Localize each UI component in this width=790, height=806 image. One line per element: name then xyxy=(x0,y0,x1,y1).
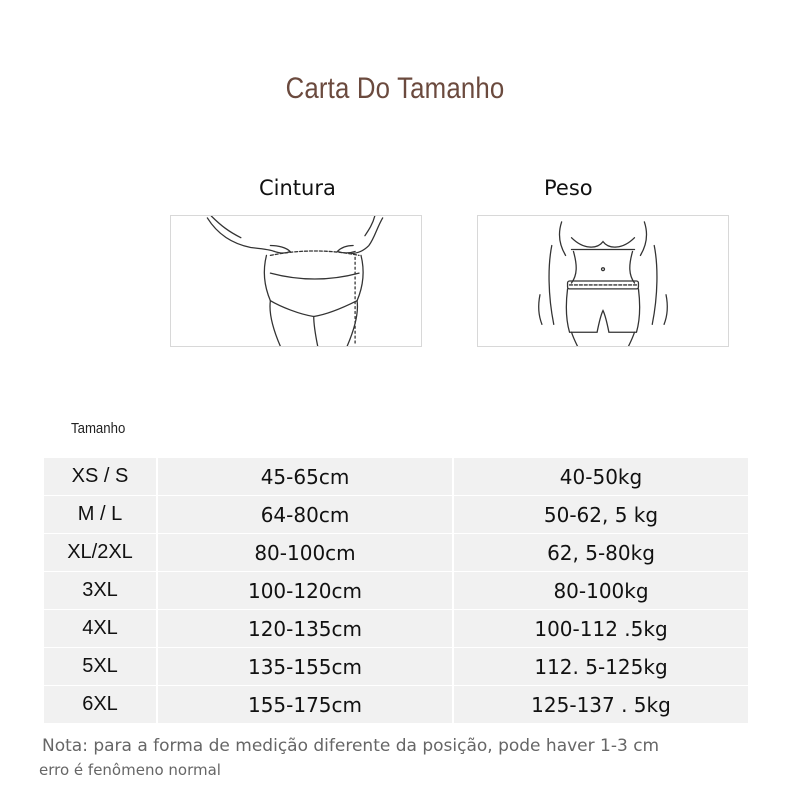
weight-cell: 112. 5-125kg xyxy=(454,648,748,685)
waist-cell: 64-80cm xyxy=(158,496,452,533)
weight-cell: 80-100kg xyxy=(454,572,748,609)
table-row xyxy=(44,648,748,685)
size-cell: 4XL xyxy=(44,610,156,647)
size-cell: 5XL xyxy=(44,648,156,685)
table-row xyxy=(44,534,748,571)
size-cell: M / L xyxy=(44,496,156,533)
size-cell: XS / S xyxy=(44,458,156,495)
waist-cell: 80-100cm xyxy=(158,534,452,571)
weight-cell: 100-112 .5kg xyxy=(454,610,748,647)
waist-column-label: Cintura xyxy=(259,176,336,200)
measurement-note: Nota: para a forma de medição diferente da posição, pode haver 1-3 cm xyxy=(42,736,660,756)
weight-column-label: Peso xyxy=(544,176,593,200)
waist-cell: 135-155cm xyxy=(158,648,452,685)
size-table xyxy=(44,458,748,724)
size-cell: 3XL xyxy=(44,572,156,609)
waist-measure-illustration xyxy=(170,215,422,347)
size-heading: Tamanho xyxy=(71,420,126,437)
size-cell: 6XL xyxy=(44,686,156,723)
waist-cell: 155-175cm xyxy=(158,686,452,723)
weight-cell: 40-50kg xyxy=(454,458,748,495)
table-row xyxy=(44,458,748,495)
waist-cell: 100-120cm xyxy=(158,572,452,609)
table-row xyxy=(44,496,748,533)
body-figure-illustration xyxy=(477,215,729,347)
table-row xyxy=(44,686,748,723)
waist-cell: 120-135cm xyxy=(158,610,452,647)
table-row xyxy=(44,572,748,609)
weight-cell: 62, 5-80kg xyxy=(454,534,748,571)
page-title: Carta Do Tamanho xyxy=(285,72,505,105)
weight-cell: 125-137 . 5kg xyxy=(454,686,748,723)
measurement-note-continued: erro é fenômeno normal xyxy=(39,761,221,779)
weight-cell: 50-62, 5 kg xyxy=(454,496,748,533)
waist-cell: 45-65cm xyxy=(158,458,452,495)
size-cell: XL/2XL xyxy=(44,534,156,571)
table-row xyxy=(44,610,748,647)
